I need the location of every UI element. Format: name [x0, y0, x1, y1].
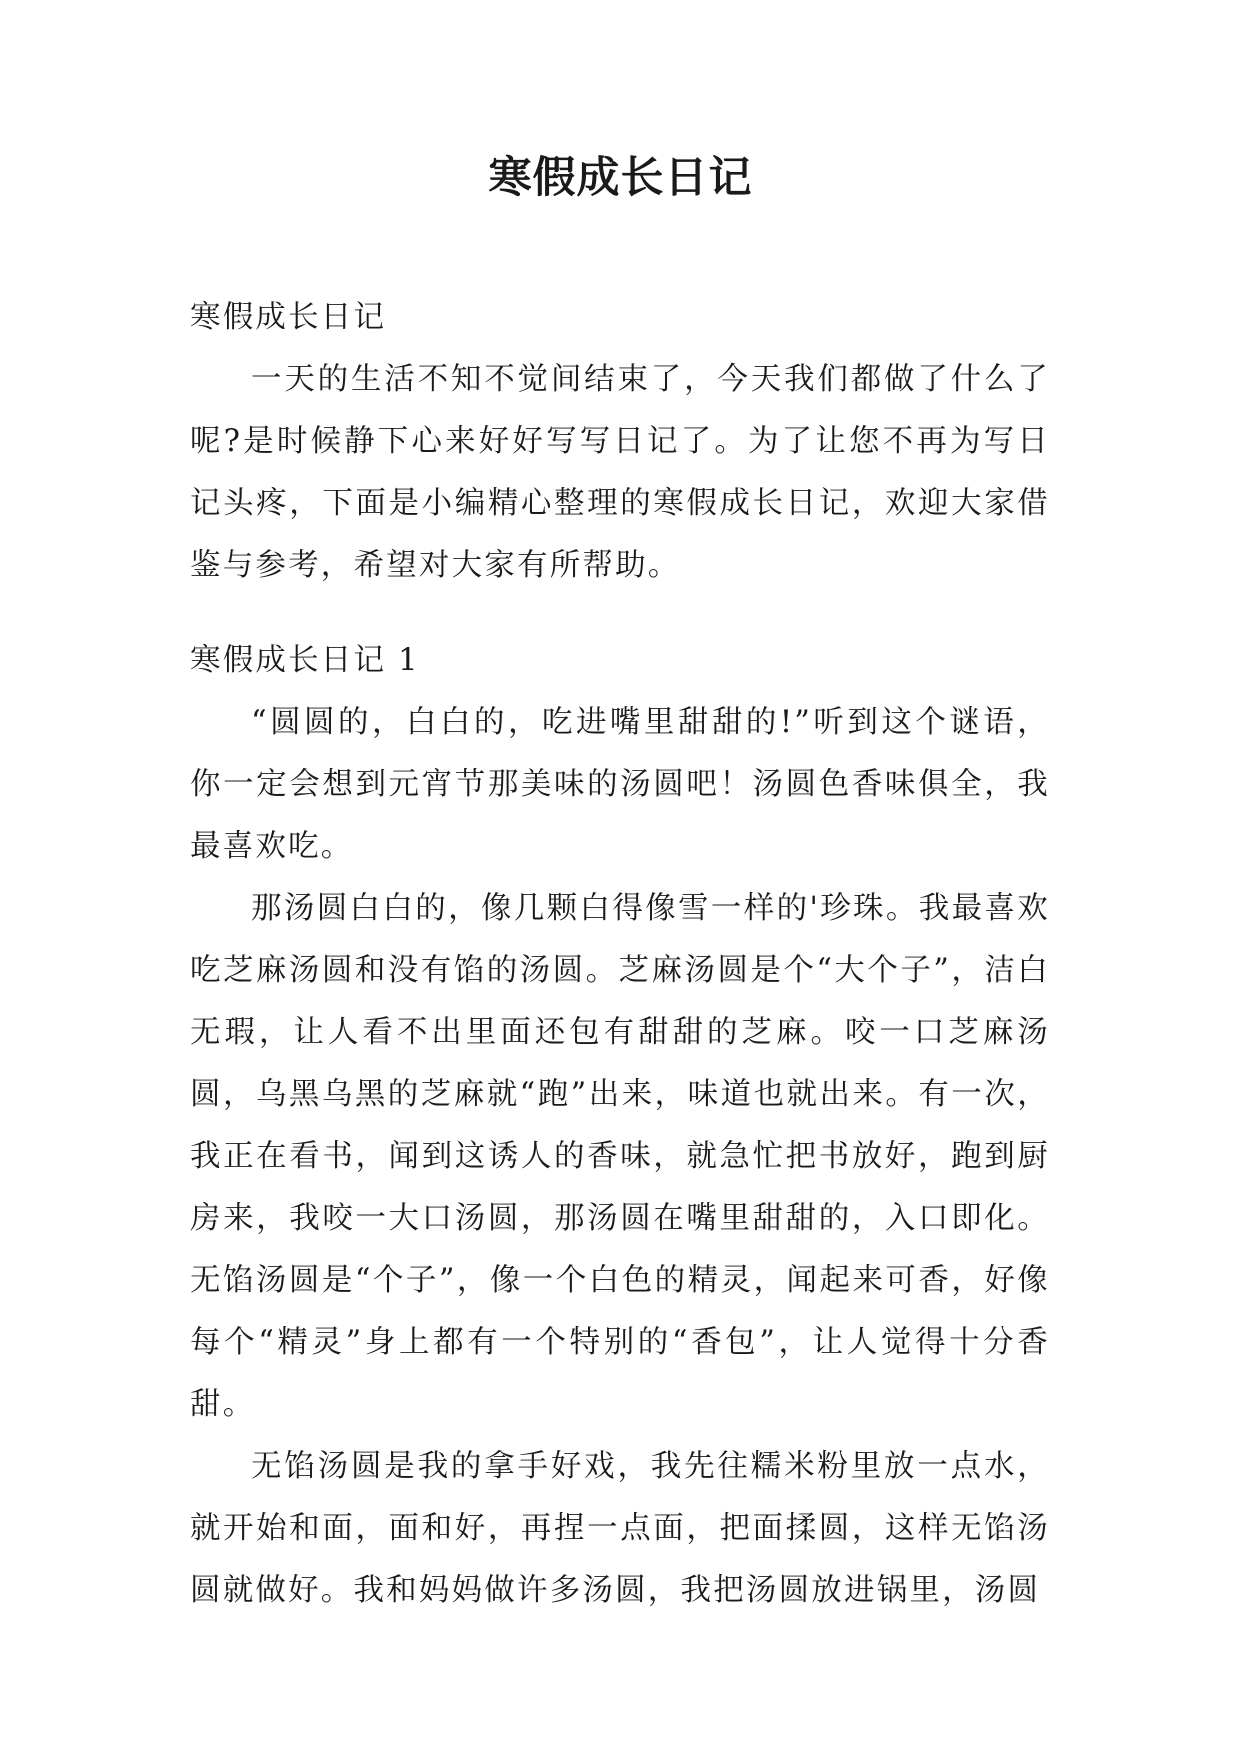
intro-paragraph: 一天的生活不知不觉间结束了，今天我们都做了什么了呢?是时候静下心来好好写写日记了。为了让您不再为写日记头疼，下面是小编精心整理的寒假成长日记，欢迎大家借鉴与参考，希望对大家有所帮助。: [190, 362, 1050, 583]
diary-1-paragraph: “圆圆的，白白的，吃进嘴里甜甜的!”听到这个谜语，你一定会想到元宵节那美味的汤圆吧！汤圆色香味俱全，我最喜欢吃。: [190, 705, 1050, 864]
document-title: 寒假成长日记: [488, 153, 753, 203]
intro-heading: 寒假成长日记: [190, 300, 387, 335]
diary-1-paragraph: 那汤圆白白的，像几颗白得像雪一样的'珍珠。我最喜欢吃芝麻汤圆和没有馅的汤圆。芝麻汤圆是个“大个子”，洁白无瑕，让人看不出里面还包有甜甜的芝麻。咬一口芝麻汤圆，乌黑乌黑的芝麻就“跑”出来，味道也就出来。有一次，我正在看书，闻到这诱人的香味，就急忙把书放好，跑到厨房来，我咬一大口汤圆，那汤圆在嘴里甜甜的，入口即化。无馅汤圆是“个子”，像一个白色的精灵，闻起来可香，好像每个“精灵”身上都有一个特别的“香包”，让人觉得十分香甜。: [190, 891, 1050, 1422]
diary-1-paragraph: 无馅汤圆是我的拿手好戏，我先往糯米粉里放一点水，就开始和面，面和好，再捏一点面，把面揉圆，这样无馅汤圆就做好。我和妈妈做许多汤圆，我把汤圆放进锅里，汤圆: [190, 1449, 1050, 1608]
diary-entry-1: [190, 630, 1050, 1622]
diary-1-heading: 寒假成长日记 1: [190, 643, 420, 678]
intro-section: [190, 287, 1050, 597]
